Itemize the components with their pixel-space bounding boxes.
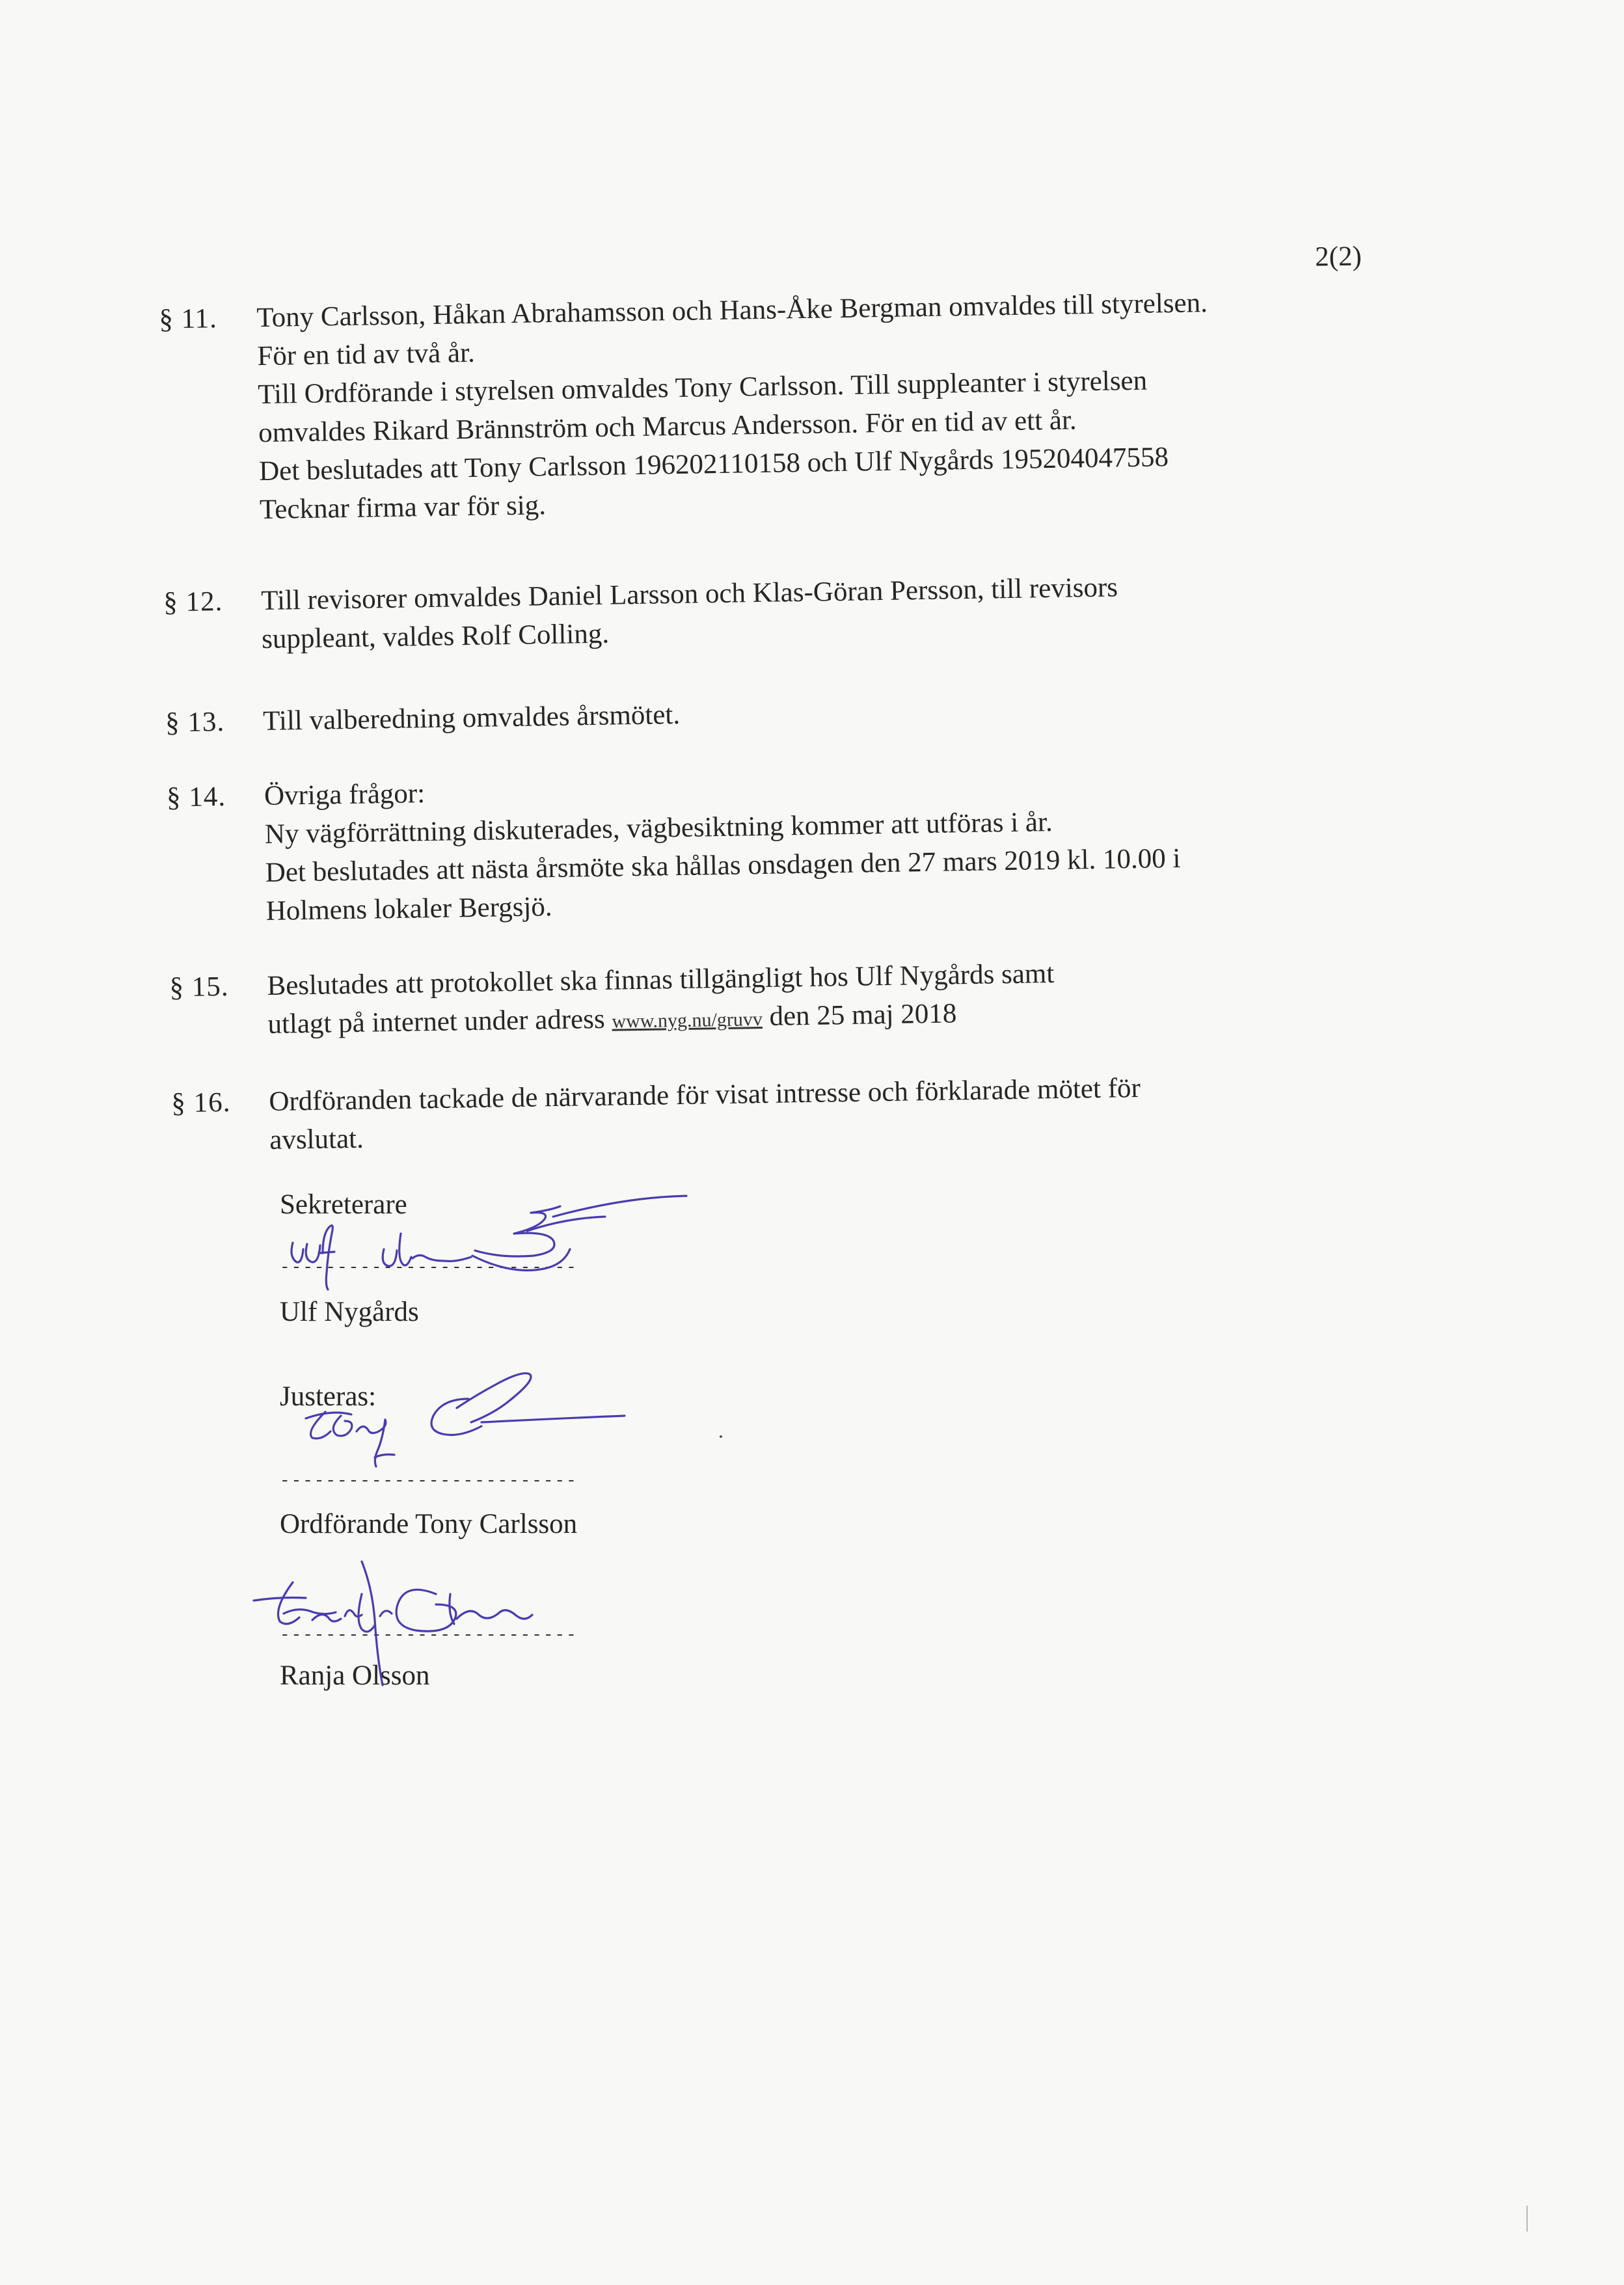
secretary-signature-block	[280, 1191, 578, 1326]
section-text	[269, 1064, 1415, 1159]
scan-edge-mark	[1526, 2206, 1528, 2232]
approved-label: Justeras:	[280, 1381, 377, 1412]
website-link[interactable]: www.nyg.nu/gruvv	[612, 1008, 763, 1033]
section-number: § 16.	[171, 1087, 231, 1119]
section-text	[261, 563, 1407, 658]
text-line: Tecknar firma var för sig.	[259, 490, 547, 526]
section-13	[165, 684, 1401, 738]
section-number: § 12.	[163, 586, 223, 618]
section-text	[267, 949, 1413, 1046]
section-number: § 13.	[165, 706, 225, 738]
secretary-label: Sekreterare	[280, 1189, 407, 1220]
text-line: Till valberedning omvaldes årsmötet.	[262, 699, 681, 737]
section-text	[256, 280, 1405, 529]
text-line: Till revisorer omvaldes Daniel Larsson och Klas-Göran Persson, till revisors	[260, 572, 1118, 617]
text-line: Det beslutades att Tony Carlsson 196202110158 och Ulf Nygårds 195204047558	[258, 442, 1169, 487]
section-number: § 15.	[169, 971, 229, 1003]
text-line: För en tid av två år.	[256, 337, 476, 372]
page-number: 2(2)	[1314, 241, 1362, 273]
section-16	[171, 1064, 1407, 1156]
section-12	[163, 564, 1400, 655]
text-line: Beslutades att protokollet ska finnas tillgängligt hos Ulf Nygårds samt	[267, 958, 1055, 1001]
section-number: § 14.	[166, 781, 226, 813]
signature-line: --------------------------	[280, 1471, 578, 1491]
section-14	[166, 759, 1403, 926]
text-fragment: utlagt på internet under adress	[267, 1003, 612, 1040]
text-line: Övriga frågor:	[264, 778, 426, 811]
text-line: avslutat.	[269, 1123, 364, 1156]
text-fragment: den 25 maj 2018	[762, 998, 957, 1033]
section-text	[263, 684, 1409, 740]
text-line: Ny vägförrättning diskuterades, vägbesiktning kommer att utföras i år.	[264, 806, 1053, 850]
text-line: Tony Carlsson, Håkan Abrahamsson och Hans-Åke Bergman omvaldes till styrelsen.	[256, 288, 1208, 334]
text-line: Holmens lokaler Bergsjö.	[265, 891, 552, 926]
text-line: omvaldes Rikard Brännström och Marcus Andersson. För en tid av ett år.	[258, 405, 1077, 449]
signature-line: --------------------------	[280, 1258, 578, 1277]
section-number: § 11.	[159, 303, 218, 335]
adjuster-signature-block	[280, 1627, 578, 1690]
chair-name: Ordförande Tony Carlsson	[280, 1509, 578, 1539]
text-line: Ordföranden tackade de närvarande för visat intresse och förklarade mötet för	[268, 1072, 1141, 1117]
text-line: Till Ordförande i styrelsen omvaldes Tony Carlsson. Till suppleanter i styrelsen	[257, 365, 1148, 411]
adjuster-name: Ranja Olsson	[280, 1660, 430, 1691]
section-11	[159, 281, 1395, 526]
section-15	[169, 949, 1405, 1040]
text-line: Det beslutades att nästa årsmöte ska hållas onsdagen den 27 mars 2019 kl. 10.00 i	[265, 843, 1181, 888]
text-line: suppleant, valdes Rolf Colling.	[261, 618, 610, 655]
signature-line: --------------------------	[280, 1625, 578, 1645]
section-text	[264, 759, 1411, 930]
secretary-name: Ulf Nygårds	[280, 1297, 419, 1327]
chair-signature-block	[280, 1383, 578, 1538]
